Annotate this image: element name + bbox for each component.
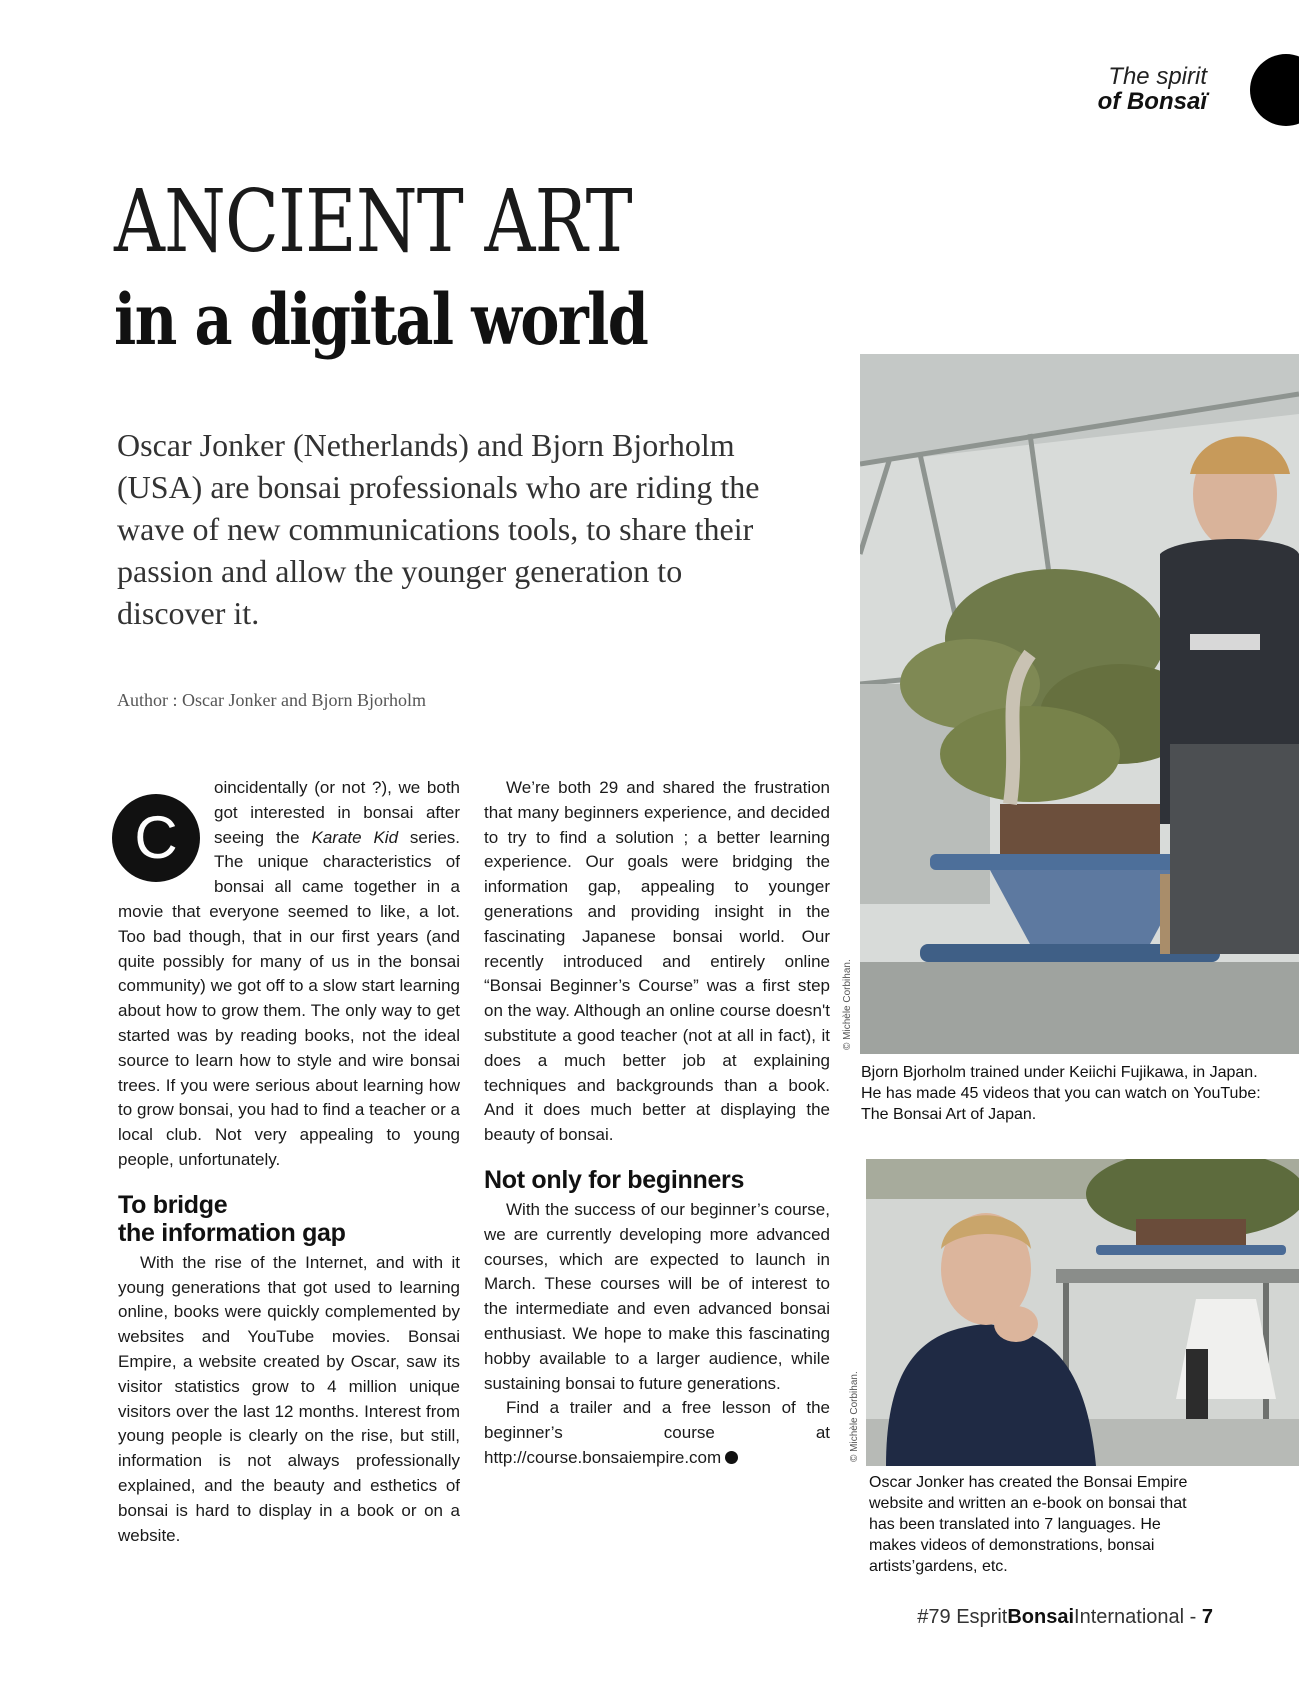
paragraph-intro bbox=[118, 776, 460, 1173]
photo-1-credit: © Michèle Corbihan. bbox=[842, 959, 853, 1050]
article-title-line2: in a digital world bbox=[114, 278, 648, 361]
article-lead: Oscar Jonker (Netherlands) and Bjorn Bjorholm (USA) are bonsai professionals who are riding the wave of new communications tools, to share their passion and allow the younger generation to discover it. bbox=[117, 427, 760, 631]
body-column-2 bbox=[484, 776, 830, 1471]
footer-brand: Bonsai bbox=[1007, 1606, 1075, 1628]
running-head bbox=[1098, 64, 1207, 114]
intro-film-title: Karate Kid bbox=[311, 827, 399, 847]
section-marker-dot bbox=[1250, 54, 1299, 126]
page-number: 7 bbox=[1201, 1606, 1213, 1628]
paragraph-trailer bbox=[484, 1396, 830, 1470]
subhead-bridge bbox=[118, 1191, 460, 1247]
paragraph-internet: With the rise of the Internet, and with it young generations that got used to learning online, books were quickly complemented by websites and YouTube movies. Bonsai Empire, a website created by Oscar, saw its visitor statistics grow to 4 million unique visitors over the last 12 months. Interest from young people is clearly on the rise, but still, information is not always professionally explained, and the beauty and esthetics of bonsai is hard to display in a book or on a website. bbox=[118, 1252, 460, 1545]
photo-1-caption: Bjorn Bjorholm trained under Keiichi Fujikawa, in Japan. He has made 45 videos that you can watch on YouTube: The Bonsai Art of Japan. bbox=[861, 1064, 1261, 1123]
trailer-text: Find a trailer and a free lesson of the beginner’s course at http://course.bonsaiempire.com bbox=[484, 1398, 830, 1467]
subhead-bridge-line1: To bridge bbox=[118, 1190, 228, 1219]
photo-2-credit: © Michèle Corbihan. bbox=[849, 1371, 860, 1462]
photo-oscar-illustration bbox=[866, 1159, 1299, 1466]
drop-cap: C bbox=[112, 794, 200, 882]
author-line: Author : Oscar Jonker and Bjorn Bjorholm bbox=[117, 690, 426, 710]
subhead-beginners: Not only for beginners bbox=[484, 1165, 745, 1194]
intro-text-a: oincidentally (or not ?), we both got interested in bonsai after seeing the bbox=[214, 778, 460, 847]
page-footer bbox=[917, 1606, 1213, 1629]
footer-issue: #79 Esprit bbox=[917, 1606, 1008, 1628]
photo-bjorn-bjorholm bbox=[860, 354, 1299, 1054]
body-column-1 bbox=[118, 776, 460, 1548]
photo-bjorn-illustration bbox=[860, 354, 1299, 1054]
photo-oscar-jonker bbox=[866, 1159, 1299, 1466]
intro-text-b: series. The unique characteristics of bonsai all came together in a movie that everyone seemed to like, a lot. Too bad though, that in our first years (and quite possibly for many of us in the bonsai community) we got off to a slow start learning about how to grow them. The only way to get started was by reading books, not the ideal source to learn how to style and wire bonsai trees. If you were serious about learning how to grow bonsai, you had to find a teacher or a local club. Not very appealing to young people, unfortunately. bbox=[118, 827, 460, 1169]
photo-2-caption: Oscar Jonker has created the Bonsai Empire website and written an e-book on bonsai that has been translated into 7 languages. He makes videos of demonstrations, bonsai artists’gardens, etc. bbox=[869, 1474, 1188, 1575]
paragraph-frustration: We’re both 29 and shared the frustration that many beginners experience, and decided to try to find a solution ; a better learning experience. Our goals were bridging the information gap, appealing to younger generations and providing insight in the fascinating Japanese bonsai world. Our recently introduced and entirely online “Bonsai Beginner’s Course” was a first step on the way. Although an online course doesn't substitute a good teacher (not at all in fact), it does a much better job at explaining techniques and backgrounds than a book. And it does much better at displaying the beauty of bonsai. bbox=[484, 778, 830, 1145]
paragraph-advanced-courses: With the success of our beginner’s course, we are currently developing more advanced courses, which are expected to launch in March. These courses will be of interest to the intermediate and even advanced bonsai enthusiast. We hope to make this fascinating hobby available to a larger audience, while sustaining bonsai to future generations. bbox=[484, 1199, 830, 1393]
end-of-article-icon bbox=[725, 1451, 738, 1464]
subhead-bridge-line2: the information gap bbox=[118, 1218, 346, 1247]
footer-suffix: International - bbox=[1074, 1606, 1202, 1628]
article-title-line1: ANCIENT ART bbox=[114, 172, 632, 272]
running-head-line1: The spirit bbox=[1108, 63, 1207, 90]
running-head-line2: of Bonsaï bbox=[1097, 88, 1207, 116]
